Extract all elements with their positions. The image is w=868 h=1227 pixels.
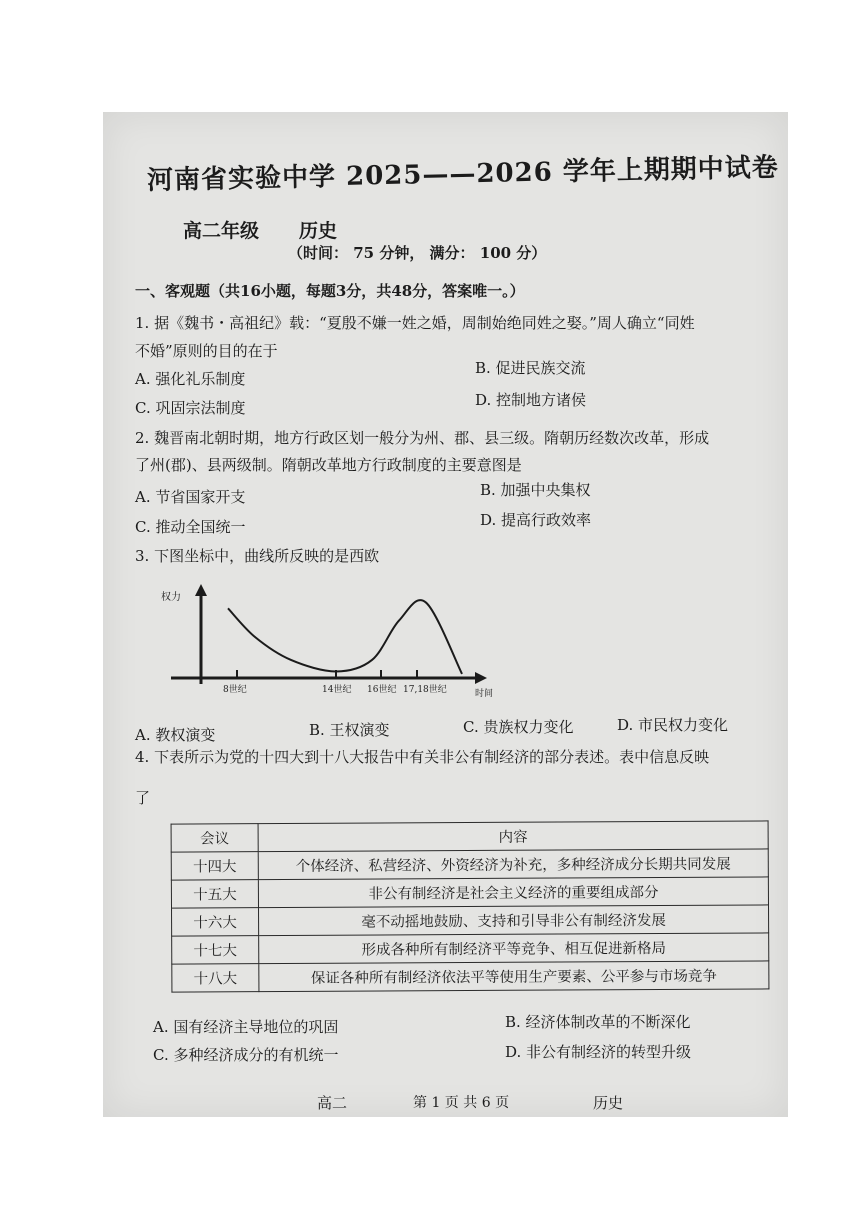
chart-tick-label: 8世纪 [223, 685, 247, 695]
party-congress-table [171, 820, 770, 992]
table-cell-meeting: 十七大 [172, 936, 259, 964]
q4-option-a: A. 国有经济主导地位的巩固 [153, 1018, 339, 1036]
question-2-line-1: 2. 魏晋南北朝时期，地方行政区划一般分为州、郡、县三级。隋朝历经数次改革，形成 [135, 429, 710, 447]
q4-option-d: D. 非公有制经济的转型升级 [505, 1043, 692, 1061]
q2-option-a: A. 节省国家开支 [135, 488, 246, 506]
chart-y-arrow [195, 584, 207, 596]
q4-option-b: B. 经济体制改革的不断深化 [505, 1013, 691, 1031]
chart-x-arrow [475, 672, 487, 684]
question-1-line-2: 不婚”原则的目的在于 [135, 342, 278, 360]
table-cell-content: 个体经济、私营经济、外资经济为补充，多种经济成分长期共同发展 [258, 849, 768, 880]
question-4-line-1: 4. 下表所示为党的十四大到十八大报告中有关非公有制经济的部分表述。表中信息反映 [135, 748, 710, 766]
time-info: （时间： 75 分钟， 满分： 100 分） [288, 244, 547, 262]
footer-subject: 历史 [593, 1094, 624, 1112]
table-header-row [171, 821, 768, 852]
table-cell-meeting: 十六大 [172, 908, 259, 936]
question-3-line-1: 3. 下图坐标中，曲线所反映的是西欧 [135, 547, 380, 565]
q2-option-d: D. 提高行政效率 [480, 511, 592, 529]
chart-curve [228, 600, 462, 674]
section-heading: 一、客观题（共16小题，每题3分，共48分，答案唯一。） [135, 282, 525, 300]
table-row [172, 961, 769, 992]
table-cell-content: 形成各种所有制经济平等竞争、相互促进新格局 [259, 933, 769, 964]
q1-option-a: A. 强化礼乐制度 [135, 370, 246, 388]
table-cell-meeting: 十八大 [172, 964, 259, 992]
chart-axes [171, 584, 487, 684]
table-row [171, 849, 768, 880]
chart-tick-label: 14世纪 [322, 685, 352, 695]
q4-option-c: C. 多种经济成分的有机统一 [153, 1046, 339, 1064]
footer-page-number: 第 1 页 共 6 页 [413, 1095, 510, 1111]
table-cell-meeting: 十五大 [171, 880, 258, 908]
table-cell-content: 保证各种所有制经济依法平等使用生产要素、公平参与市场竞争 [259, 961, 769, 992]
footer-grade: 高二 [317, 1094, 348, 1112]
q3-option-b: B. 王权演变 [309, 721, 390, 739]
table-row [172, 905, 769, 936]
table-row [171, 877, 768, 908]
q1-option-b: B. 促进民族交流 [475, 359, 586, 377]
q3-option-c: C. 贵族权力变化 [463, 718, 574, 736]
question-2-line-2: 了州(郡)、县两级制。隋朝改革地方行政制度的主要意图是 [135, 456, 522, 474]
exam-title: 河南省实验中学 2025——2026 学年上期期中试卷 [146, 152, 780, 196]
table-cell-content: 毫不动摇地鼓励、支持和引导非公有制经济发展 [259, 905, 769, 936]
table-row [172, 933, 769, 964]
table-header-content: 内容 [258, 821, 768, 852]
question-4-line-2: 了 [135, 789, 151, 807]
q1-option-c: C. 巩固宗法制度 [135, 399, 246, 417]
q3-option-d: D. 市民权力变化 [617, 716, 729, 734]
chart-ylabel: 权力 [161, 592, 181, 603]
chart-xlabel: 时间 [475, 689, 494, 699]
power-curve-chart [155, 582, 495, 702]
subject-label: 历史 [299, 220, 338, 242]
grade-label: 高二年级 [183, 220, 260, 242]
table-header-meeting: 会议 [171, 824, 258, 852]
table-cell-content: 非公有制经济是社会主义经济的重要组成部分 [258, 877, 768, 908]
chart-tick-label: 16世纪 [367, 685, 397, 695]
q2-option-b: B. 加强中央集权 [480, 481, 591, 499]
q2-option-c: C. 推动全国统一 [135, 518, 246, 536]
question-1-line-1: 1. 据《魏书・高祖纪》载：“夏殷不嫌一姓之婚，周制始绝同姓之娶。”周人确立“同姓 [135, 314, 695, 332]
chart-ticks [223, 670, 447, 695]
exam-paper [103, 112, 788, 1117]
q3-option-a: A. 教权演变 [135, 726, 216, 744]
chart-tick-label: 17,18世纪 [403, 685, 447, 695]
q1-option-d: D. 控制地方诸侯 [475, 391, 587, 409]
table-cell-meeting: 十四大 [171, 852, 258, 880]
